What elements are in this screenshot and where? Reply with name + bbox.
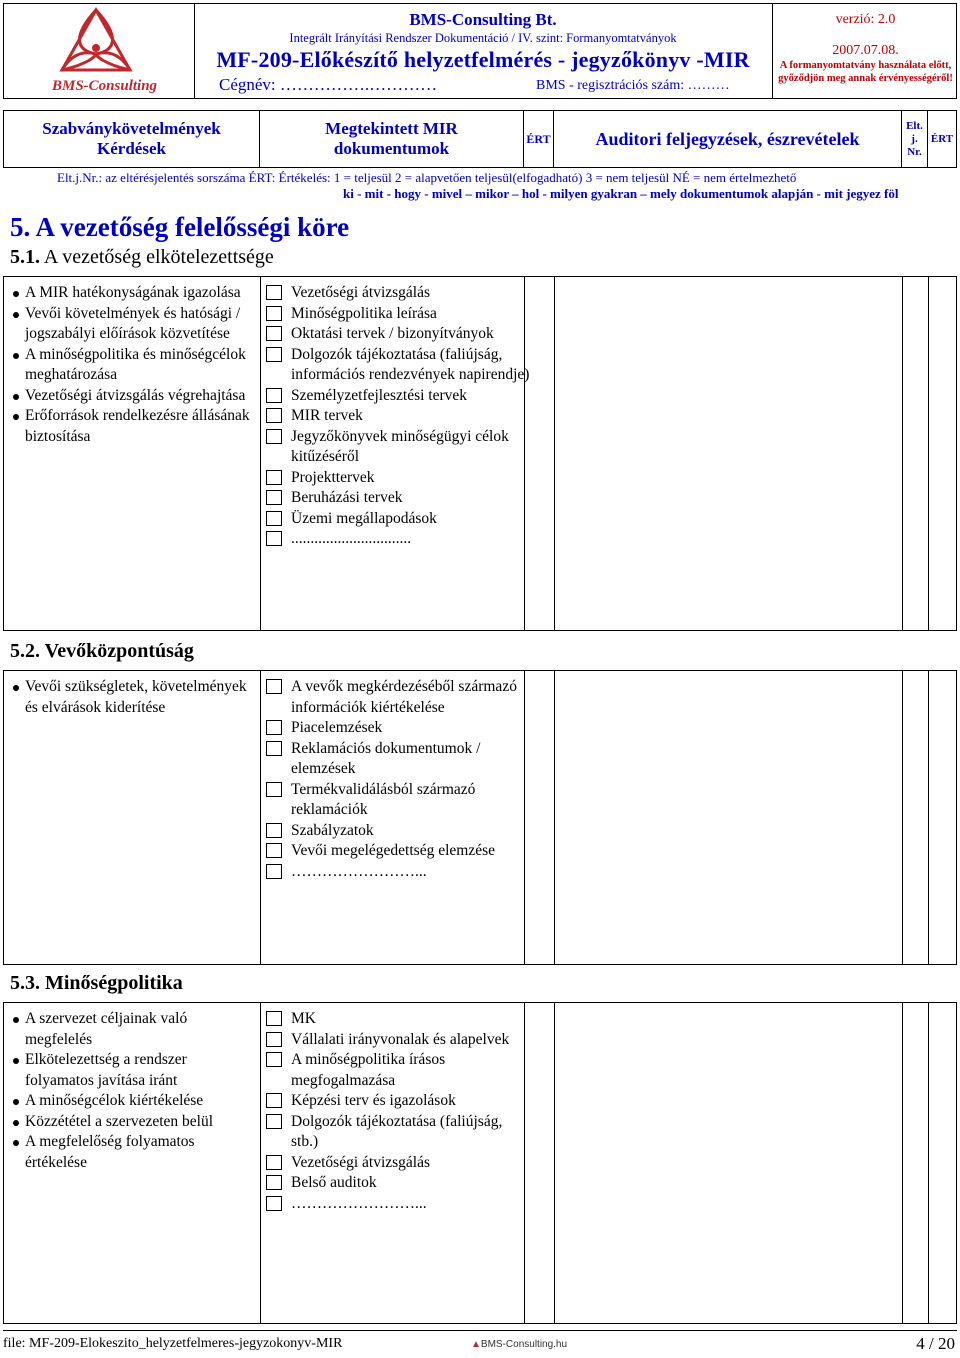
divider xyxy=(928,1003,929,1323)
checkbox[interactable] xyxy=(266,429,282,444)
requirement-item: Közzététel a szervezeten belül xyxy=(25,1112,257,1133)
checkbox[interactable] xyxy=(266,306,282,321)
document-label: MIR tervek xyxy=(291,407,363,424)
divider xyxy=(928,671,929,964)
company-title: BMS-Consulting Bt. xyxy=(409,10,557,29)
section-5-1-requirements xyxy=(12,283,257,447)
document-checklist-item xyxy=(266,862,531,883)
warning-line-2: győződjön meg annak érvényességéről! xyxy=(778,73,953,84)
requirement-item: Vezetőségi átvizsgálás végrehajtása xyxy=(25,386,257,407)
document-header xyxy=(3,3,957,99)
col-elt-label: Elt. j. Nr. xyxy=(906,119,923,158)
col-ert-header: ÉRT xyxy=(524,111,554,167)
section-5-1-heading xyxy=(10,246,274,269)
logo-text: BMS-Consulting xyxy=(52,78,158,94)
document-checklist-item xyxy=(266,739,531,780)
main-heading: 5. A vezetőség felelősségi köre xyxy=(10,212,350,242)
divider xyxy=(260,1003,261,1323)
document-label: Dolgozók tájékoztatása (faliújság, stb.) xyxy=(291,1112,503,1150)
document-label: Dolgozók tájékoztatása (faliújság, információs rendezvények napirendje) xyxy=(291,345,530,383)
document-label: Piacelemzések xyxy=(291,719,383,736)
checkbox[interactable] xyxy=(266,470,282,485)
col-elt-header xyxy=(902,111,928,167)
checkbox[interactable] xyxy=(266,1175,282,1190)
checkbox[interactable] xyxy=(266,843,282,858)
document-label: A minőségpolitika írásos megfogalmazása xyxy=(291,1051,446,1089)
section-5-2-table xyxy=(3,670,957,965)
document-label: Projekttervek xyxy=(291,468,375,486)
document-label: Személyzetfejlesztési tervek xyxy=(291,386,468,404)
document-label: Vállalati irányvonalak és alapelvek xyxy=(291,1030,510,1048)
version-label: verzió: 2.0 xyxy=(835,12,896,27)
checkbox[interactable] xyxy=(266,823,282,838)
col-ert2-header: ÉRT xyxy=(930,133,954,145)
requirement-item: Erőforrások rendelkezésre állásának biztosítása xyxy=(25,406,257,447)
divider xyxy=(902,671,903,964)
col-documents-label: Megtekintett MIR dokumentumok xyxy=(325,119,458,158)
section-5-2-title: Vevőközpontúság xyxy=(40,640,194,662)
document-label: Üzemi megállapodások xyxy=(291,509,437,527)
document-checklist-item xyxy=(266,304,531,325)
divider xyxy=(902,277,903,630)
header-version-box xyxy=(772,4,958,98)
section-5-3-table xyxy=(3,1002,957,1324)
document-checklist-item xyxy=(266,1173,531,1194)
page-footer xyxy=(3,1330,957,1357)
document-label: Vezetőségi átvizsgálás xyxy=(291,284,431,301)
document-checklist-item xyxy=(266,345,531,386)
col-requirements-header xyxy=(4,111,260,167)
document-checklist-item xyxy=(266,1091,531,1112)
section-5-2-heading xyxy=(10,640,194,663)
document-label: MK xyxy=(291,1010,316,1027)
document-checklist-item xyxy=(266,821,531,842)
document-checklist-item xyxy=(266,1112,531,1153)
checkbox[interactable] xyxy=(266,1052,282,1067)
bms-registration-field: BMS - regisztrációs szám: ……… xyxy=(536,78,730,93)
document-label: Vezetőségi átvizsgálás xyxy=(291,1153,431,1171)
checkbox[interactable] xyxy=(266,741,282,756)
checkbox[interactable] xyxy=(266,864,282,879)
version-date: 2007.07.08. xyxy=(832,43,899,58)
company-name-field: Cégnév: …………….………… xyxy=(219,75,438,94)
checkbox[interactable] xyxy=(266,388,282,403)
validity-warning xyxy=(773,59,958,85)
requirement-item: Elkötelezettség a rendszer folyamatos javítása iránt xyxy=(25,1050,257,1091)
site-logo-icon: ▲ xyxy=(471,1339,481,1350)
document-label: ……………………... xyxy=(291,1194,427,1212)
company-logo xyxy=(4,4,195,98)
divider xyxy=(554,1003,555,1323)
document-checklist-item xyxy=(266,1050,531,1091)
document-system-line: Integrált Irányítási Rendszer Dokumentáció / IV. szint: Formanyomtatványok xyxy=(289,31,677,45)
footer-site xyxy=(471,1339,567,1350)
section-5-1-title: A vezetőség elkötelezettsége xyxy=(40,246,274,268)
requirement-item: Vevői követelmények és hatósági / jogszabályi előírások közvetítése xyxy=(25,304,257,345)
document-checklist-item xyxy=(266,509,531,530)
section-5-1-number: 5.1. xyxy=(10,246,40,268)
checkbox[interactable] xyxy=(266,1093,282,1108)
legend-line-2: ki - mit - hogy - mivel – mikor – hol - milyen gyakran – mely dokumentumok alapján - mit jegyez föl xyxy=(343,186,899,201)
requirement-item: Vevői szükségletek, követelmények és elvárások kiderítése xyxy=(25,677,257,718)
document-checklist-item xyxy=(266,468,531,489)
checkbox[interactable] xyxy=(266,511,282,526)
checkbox[interactable] xyxy=(266,1032,282,1047)
section-5-2-documents xyxy=(266,677,531,882)
section-5-1-table xyxy=(3,276,957,631)
col-requirements-label: Szabványkövetelmények Kérdések xyxy=(42,119,221,158)
requirement-item: A minőségcélok kiértékelése xyxy=(25,1091,257,1112)
document-checklist-item xyxy=(266,677,531,718)
document-label: Termékvalidálásból származó reklamációk xyxy=(291,780,476,818)
document-label: A vevők megkérdezéséből származó információk kiértékelése xyxy=(291,678,517,716)
col-documents-header xyxy=(260,111,524,167)
footer-site-label: BMS-Consulting.hu xyxy=(480,1339,568,1350)
document-checklist-item xyxy=(266,780,531,821)
document-checklist-item xyxy=(266,386,531,407)
checkbox[interactable] xyxy=(266,490,282,505)
divider xyxy=(928,277,929,630)
document-checklist-item xyxy=(266,1030,531,1051)
document-checklist-item xyxy=(266,529,531,550)
checkbox[interactable] xyxy=(266,347,282,362)
document-label: Beruházási tervek xyxy=(291,489,403,506)
document-checklist-item xyxy=(266,841,531,862)
document-label: ……………………... xyxy=(291,862,427,880)
section-5-3-heading xyxy=(10,972,183,995)
document-checklist-item xyxy=(266,324,531,345)
section-5-3-title: Minőségpolitika xyxy=(40,972,183,994)
requirement-item: A MIR hatékonyságának igazolása xyxy=(25,283,257,304)
section-5-3-requirements xyxy=(12,1009,257,1173)
checkbox[interactable] xyxy=(266,408,282,423)
section-5-2-number: 5.2. xyxy=(10,640,40,662)
document-checklist-item xyxy=(266,1153,531,1174)
column-header-row xyxy=(3,110,957,168)
requirement-item: A megfelelőség folyamatos értékelése xyxy=(25,1132,257,1173)
page-number: 4 / 20 xyxy=(916,1334,955,1353)
document-checklist-item xyxy=(266,283,531,304)
document-label: Képzési terv és igazolások xyxy=(291,1092,456,1109)
document-checklist-item xyxy=(266,427,531,468)
section-5-1-documents xyxy=(266,283,531,550)
checkbox[interactable] xyxy=(266,326,282,341)
section-5-3-number: 5.3. xyxy=(10,972,40,994)
document-label: Vevői megelégedettség elemzése xyxy=(291,842,495,859)
document-checklist-item xyxy=(266,488,531,509)
checkbox[interactable] xyxy=(266,1114,282,1129)
document-checklist-item xyxy=(266,1194,531,1215)
section-5-2-requirements xyxy=(12,677,257,718)
document-checklist-item xyxy=(266,718,531,739)
checkbox[interactable] xyxy=(266,285,282,300)
legend-line-1: Elt.j.Nr.: az eltérésjelentés sorszáma ÉRT: Értékelés: 1 = teljesül 2 = alapvetően teljesül(elfogadható) 3 = nem teljesül NÉ = nem értelmezhető xyxy=(57,170,797,185)
section-5-3-documents xyxy=(266,1009,531,1214)
requirement-item: A minőségpolitika és minőségcélok meghatározása xyxy=(25,345,257,386)
footer-filename: file: MF-209-Elokeszito_helyzetfelmeres-jegyzokonyv-MIR xyxy=(3,1336,343,1351)
divider xyxy=(260,277,261,630)
checkbox[interactable] xyxy=(266,531,282,546)
requirement-item: A szervezet céljainak való megfelelés xyxy=(25,1009,257,1050)
document-label: Belső auditok xyxy=(291,1174,377,1191)
checkbox[interactable] xyxy=(266,1011,282,1026)
divider xyxy=(554,277,555,630)
document-label: Szabályzatok xyxy=(291,821,374,839)
warning-line-1: A formanyomtatvány használata előtt, xyxy=(779,60,952,71)
checkbox[interactable] xyxy=(266,782,282,797)
divider xyxy=(554,671,555,964)
checkbox[interactable] xyxy=(266,1155,282,1170)
document-checklist-item xyxy=(266,406,531,427)
document-checklist-item xyxy=(266,1009,531,1030)
checkbox[interactable] xyxy=(266,679,282,694)
document-label: Jegyzőkönyvek minőségügyi célok kitűzéséről xyxy=(291,427,509,465)
document-label: ............................... xyxy=(291,530,412,547)
form-title: MF-209-Előkészítő helyzetfelmérés - jegyzőkönyv -MIR xyxy=(216,47,750,72)
divider xyxy=(260,671,261,964)
checkbox[interactable] xyxy=(266,720,282,735)
col-notes-header: Auditori feljegyzések, észrevételek xyxy=(554,111,902,167)
header-center xyxy=(194,4,772,98)
checkbox[interactable] xyxy=(266,1196,282,1211)
document-label: Oktatási tervek / bizonyítványok xyxy=(291,325,494,342)
document-label: Minőségpolitika leírása xyxy=(291,304,437,322)
divider xyxy=(902,1003,903,1323)
document-label: Reklamációs dokumentumok / elemzések xyxy=(291,739,481,777)
